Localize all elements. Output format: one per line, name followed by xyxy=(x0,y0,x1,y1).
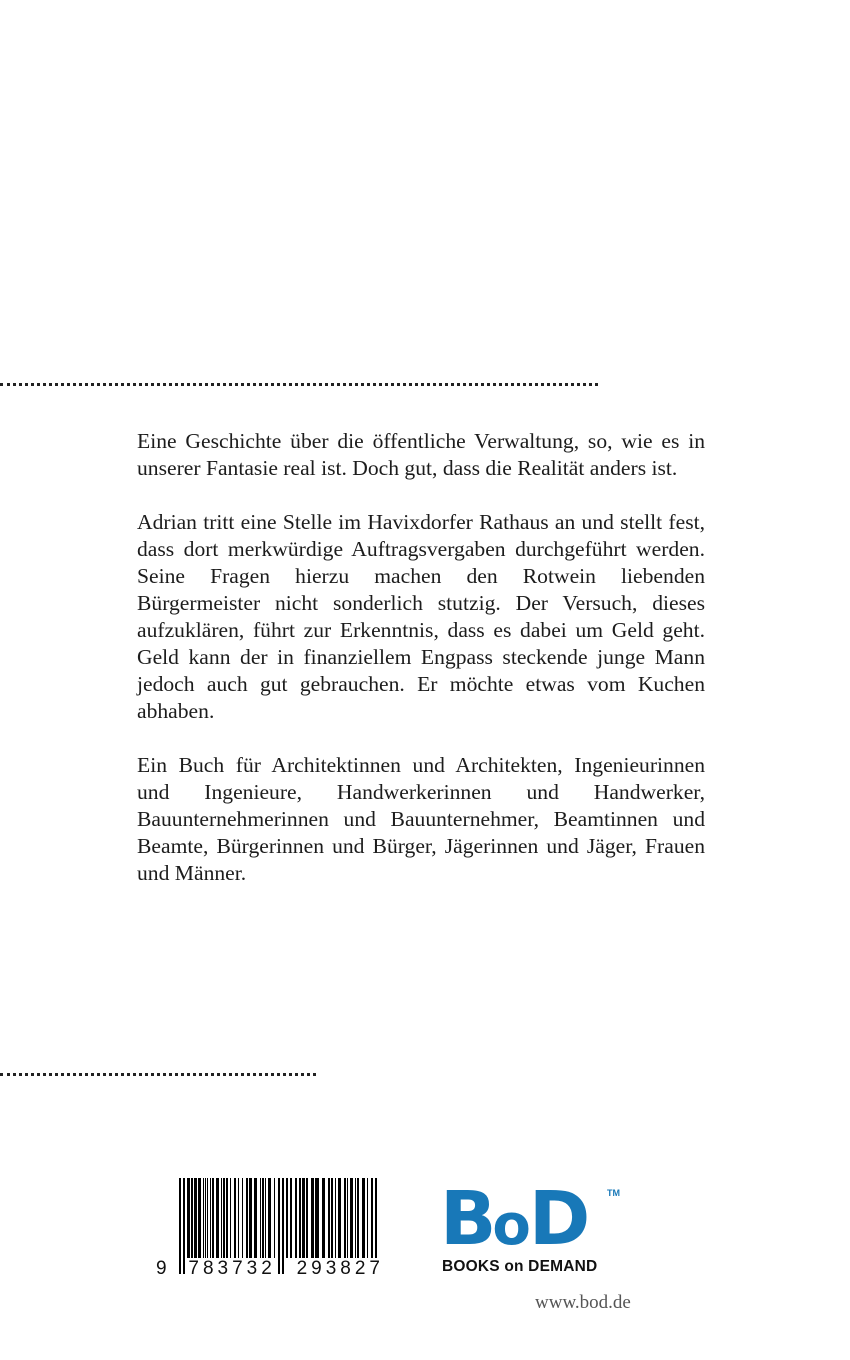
back-cover-blurb xyxy=(137,428,705,914)
blurb-paragraph-plot: Adrian tritt eine Stelle im Havixdorfer Rathaus an und stellt fest, dass dort merkwürdige Auftragsvergaben durchgeführt werden. Seine Fragen hierzu machen den Rotwein liebenden Bürgermeister nicht sonderlich stutzig. Der Versuch, dieses aufzuklären, führt zur Erkenntnis, dass es dabei um Geld geht. Geld kann der in finanziellem Engpass steckende junge Mann jedoch auch gut gebrauchen. Er möchte etwas vom Kuchen abhaben. xyxy=(137,510,705,723)
blurb-paragraph-intro: Eine Geschichte über die öffentliche Verwaltung, so, wie es in unserer Fantasie real ist. Doch gut, dass die Realität anders ist. xyxy=(137,429,705,480)
isbn-digits xyxy=(155,1258,385,1280)
blurb-paragraph-audience: Ein Buch für Architektinnen und Architekten, Ingenieurinnen und Ingenieure, Handwerkerinnen und Handwerker, Bauunternehmerinnen und Bauunternehmer, Beamtinnen und Beamte, Bürgerinnen und Bürger, Jägerinnen und Jäger, Frauen und Männer. xyxy=(137,753,705,885)
bod-logo-letter-o: o xyxy=(492,1193,529,1258)
isbn-barcode xyxy=(155,1178,385,1288)
top-dotted-rule xyxy=(0,383,598,386)
bod-logo xyxy=(440,1176,620,1282)
bod-logo-letter-b: B xyxy=(440,1176,493,1262)
bod-tagline: BOOKS on DEMAND xyxy=(442,1258,598,1275)
bod-logo-letter-d: D xyxy=(528,1176,587,1262)
trademark-mark: TM xyxy=(607,1188,620,1198)
isbn-left-group: 783732 xyxy=(188,1258,276,1279)
bod-logo-mark xyxy=(440,1176,620,1263)
bottom-dotted-rule xyxy=(0,1073,316,1076)
publisher-url: www.bod.de xyxy=(535,1292,631,1313)
isbn-first-digit: 9 xyxy=(156,1258,168,1279)
isbn-right-group: 293827 xyxy=(296,1258,384,1279)
